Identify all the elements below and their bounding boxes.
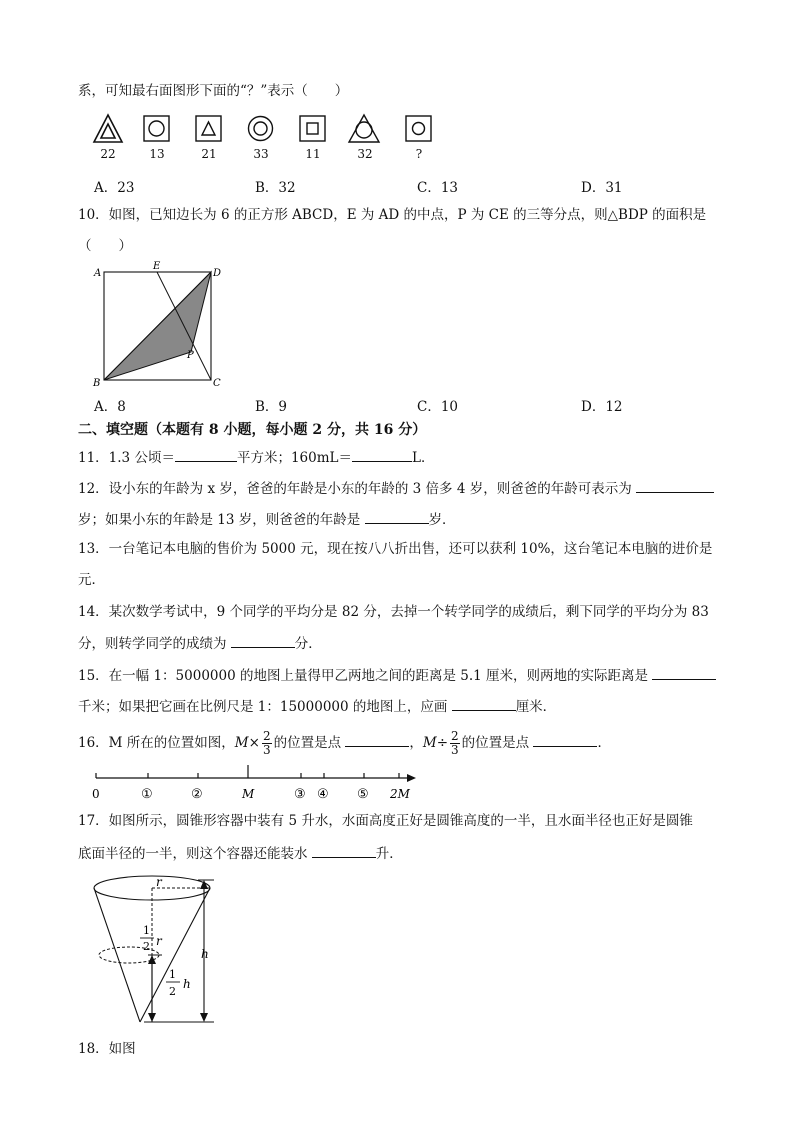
q9-label-6: 32 <box>357 147 373 161</box>
fraction-denominator: 3 <box>451 743 459 757</box>
fraction-numerator: 2 <box>451 729 459 743</box>
q15-blank-1[interactable] <box>652 665 716 680</box>
q11-blank-1[interactable] <box>175 447 237 462</box>
half-r-numerator: 1 <box>143 924 150 937</box>
q15-text-line1 <box>78 665 716 685</box>
q12-line2b: 岁． <box>428 512 456 528</box>
q16-part3: ， <box>409 735 423 751</box>
q12-blank-2[interactable] <box>365 509 429 524</box>
axis-label-3: ③ <box>294 787 306 802</box>
q17-blank[interactable] <box>312 843 376 858</box>
q11-blank-2[interactable] <box>352 447 412 462</box>
q10-option-d[interactable]: D．12 <box>581 399 623 415</box>
triangle-in-triangle-icon <box>94 115 122 142</box>
q17-cone-figure <box>90 870 230 1030</box>
q17-line2b: 升． <box>375 846 403 862</box>
q16-div: ÷ <box>436 735 449 751</box>
half-r-denominator: 2 <box>143 940 150 953</box>
circle-in-square-icon <box>144 116 169 141</box>
q16-number-line <box>88 764 428 804</box>
label-b: B <box>93 378 101 389</box>
q15-line1: 15．在一幅 1：5000000 的地图上量得甲乙两地之间的距离是 5.1 厘米，则两地的实际距离是 <box>78 668 649 684</box>
section-2-heading: 二、填空题（本题有 8 小题，每小题 2 分，共 16 分） <box>78 422 427 438</box>
q9-label-7: ? <box>415 147 423 161</box>
q12-blank-1[interactable] <box>636 478 714 493</box>
cone-r-label: r <box>156 875 162 889</box>
q12-line2a: 岁；如果小东的年龄是 13 岁，则爸爸的年龄是 <box>78 512 361 528</box>
q14-text-line2 <box>78 633 322 653</box>
q16-fraction-1 <box>262 730 272 757</box>
q9-option-a[interactable]: A．23 <box>94 180 135 196</box>
axis-label-4: ④ <box>317 787 329 802</box>
q17-text-line1: 17．如图所示，圆锥形容器中装有 5 升水，水面高度正好是圆锥高度的一半，且水面半径也正好是圆锥 <box>78 813 693 829</box>
fraction-numerator: 2 <box>262 729 271 743</box>
q9-label-1: 22 <box>100 147 116 161</box>
q9-label-4: 33 <box>253 147 269 161</box>
q10-text-line2: （ ） <box>78 238 132 254</box>
circle-in-triangle-icon <box>349 115 379 142</box>
q11-part3: L． <box>412 450 435 466</box>
half-h-denominator: 2 <box>169 985 176 998</box>
q11-text <box>78 447 434 467</box>
q10-square-diagram <box>92 262 232 392</box>
q13-text-line2: 元． <box>78 572 105 588</box>
q16-part1: 16．M 所在的位置如图， <box>78 735 235 751</box>
q10-text-line1: 10．如图，已知边长为 6 的正方形 ABCD，E 为 AD 的中点，P 为 CE 的三等分点，则△BDP 的面积是 <box>78 207 707 223</box>
label-e: E <box>153 261 161 272</box>
q15-line2b: 厘米． <box>515 699 557 715</box>
q9-label-2: 13 <box>149 147 165 161</box>
circle-in-circle-icon <box>249 117 273 141</box>
q15-text-line2 <box>78 696 556 716</box>
q10-option-a[interactable]: A．8 <box>94 399 126 415</box>
q16-blank-2[interactable] <box>533 732 597 747</box>
q9-option-d[interactable]: D．31 <box>581 180 623 196</box>
axis-label-0: 0 <box>92 787 100 801</box>
q9-intro: 系，可知最右面图形下面的“？”表示（ ） <box>78 83 349 99</box>
half-h-label: h <box>183 977 191 991</box>
q16-times: × <box>248 735 260 751</box>
q16-fraction-2 <box>450 730 460 757</box>
q18-text: 18．如图 <box>78 1041 136 1057</box>
q14-blank[interactable] <box>231 633 295 648</box>
q16-blank-1[interactable] <box>345 732 409 747</box>
label-d: D <box>213 268 222 279</box>
q15-line2a: 千米；如果把它画在比例尺是 1：15000000 的地图上，应画 <box>78 699 448 715</box>
axis-label-2m: 2M <box>390 787 410 801</box>
axis-label-5: ⑤ <box>357 787 369 802</box>
q12-text-line1 <box>78 478 714 498</box>
q14-line2b: 分． <box>294 636 322 652</box>
cone-h-label: h <box>201 947 209 961</box>
axis-label-2: ② <box>191 787 203 802</box>
q15-blank-2[interactable] <box>452 696 516 711</box>
q9-option-c[interactable]: C．13 <box>417 180 459 196</box>
triangle-in-square-icon <box>196 116 221 141</box>
q10-option-c[interactable]: C．10 <box>417 399 459 415</box>
q16-part5: ． <box>597 735 611 751</box>
q16-m-2: M <box>422 735 437 751</box>
fraction-denominator: 3 <box>262 743 271 757</box>
q16-part4: 的位置是点 <box>461 735 530 751</box>
half-h-numerator: 1 <box>169 968 176 981</box>
q17-text-line2 <box>78 843 403 863</box>
circle-in-square-icon-2 <box>406 116 431 141</box>
square-in-square-icon <box>300 116 325 141</box>
half-r-label: r <box>156 934 162 948</box>
q10-option-b[interactable]: B．9 <box>255 399 288 415</box>
q12-line1: 12．设小东的年龄为 x 岁，爸爸的年龄是小东的年龄的 3 倍多 4 岁，则爸爸的年龄可表示为 <box>78 481 632 497</box>
q9-label-5: 11 <box>305 147 321 161</box>
q11-part2: 平方米；160mL＝ <box>236 450 352 466</box>
q12-text-line2 <box>78 509 456 529</box>
q14-line2a: 分，则转学同学的成绩为 <box>78 636 227 652</box>
label-p: P <box>187 350 194 361</box>
axis-label-1: ① <box>141 787 153 802</box>
label-c: C <box>213 378 221 389</box>
label-a: A <box>94 268 102 279</box>
q9-label-3: 21 <box>201 147 217 161</box>
q16-part2: 的位置是点 <box>273 735 342 751</box>
q17-line2a: 底面半径的一半，则这个容器还能装水 <box>78 846 308 862</box>
q16-text <box>78 726 611 760</box>
q11-part1: 11．1.3 公顷＝ <box>78 450 175 466</box>
q16-m-1: M <box>234 735 249 751</box>
q14-text-line1: 14．某次数学考试中，9 个同学的平均分是 82 分，去掉一个转学同学的成绩后，剩下同学的平均分为 83 <box>78 604 709 620</box>
q9-option-b[interactable]: B．32 <box>255 180 296 196</box>
axis-label-m: M <box>242 787 255 801</box>
q13-text-line1: 13．一台笔记本电脑的售价为 5000 元，现在按八八折出售，还可以获利 10%，这台笔记本电脑的进价是 <box>78 541 713 557</box>
q9-symbols <box>90 114 450 148</box>
